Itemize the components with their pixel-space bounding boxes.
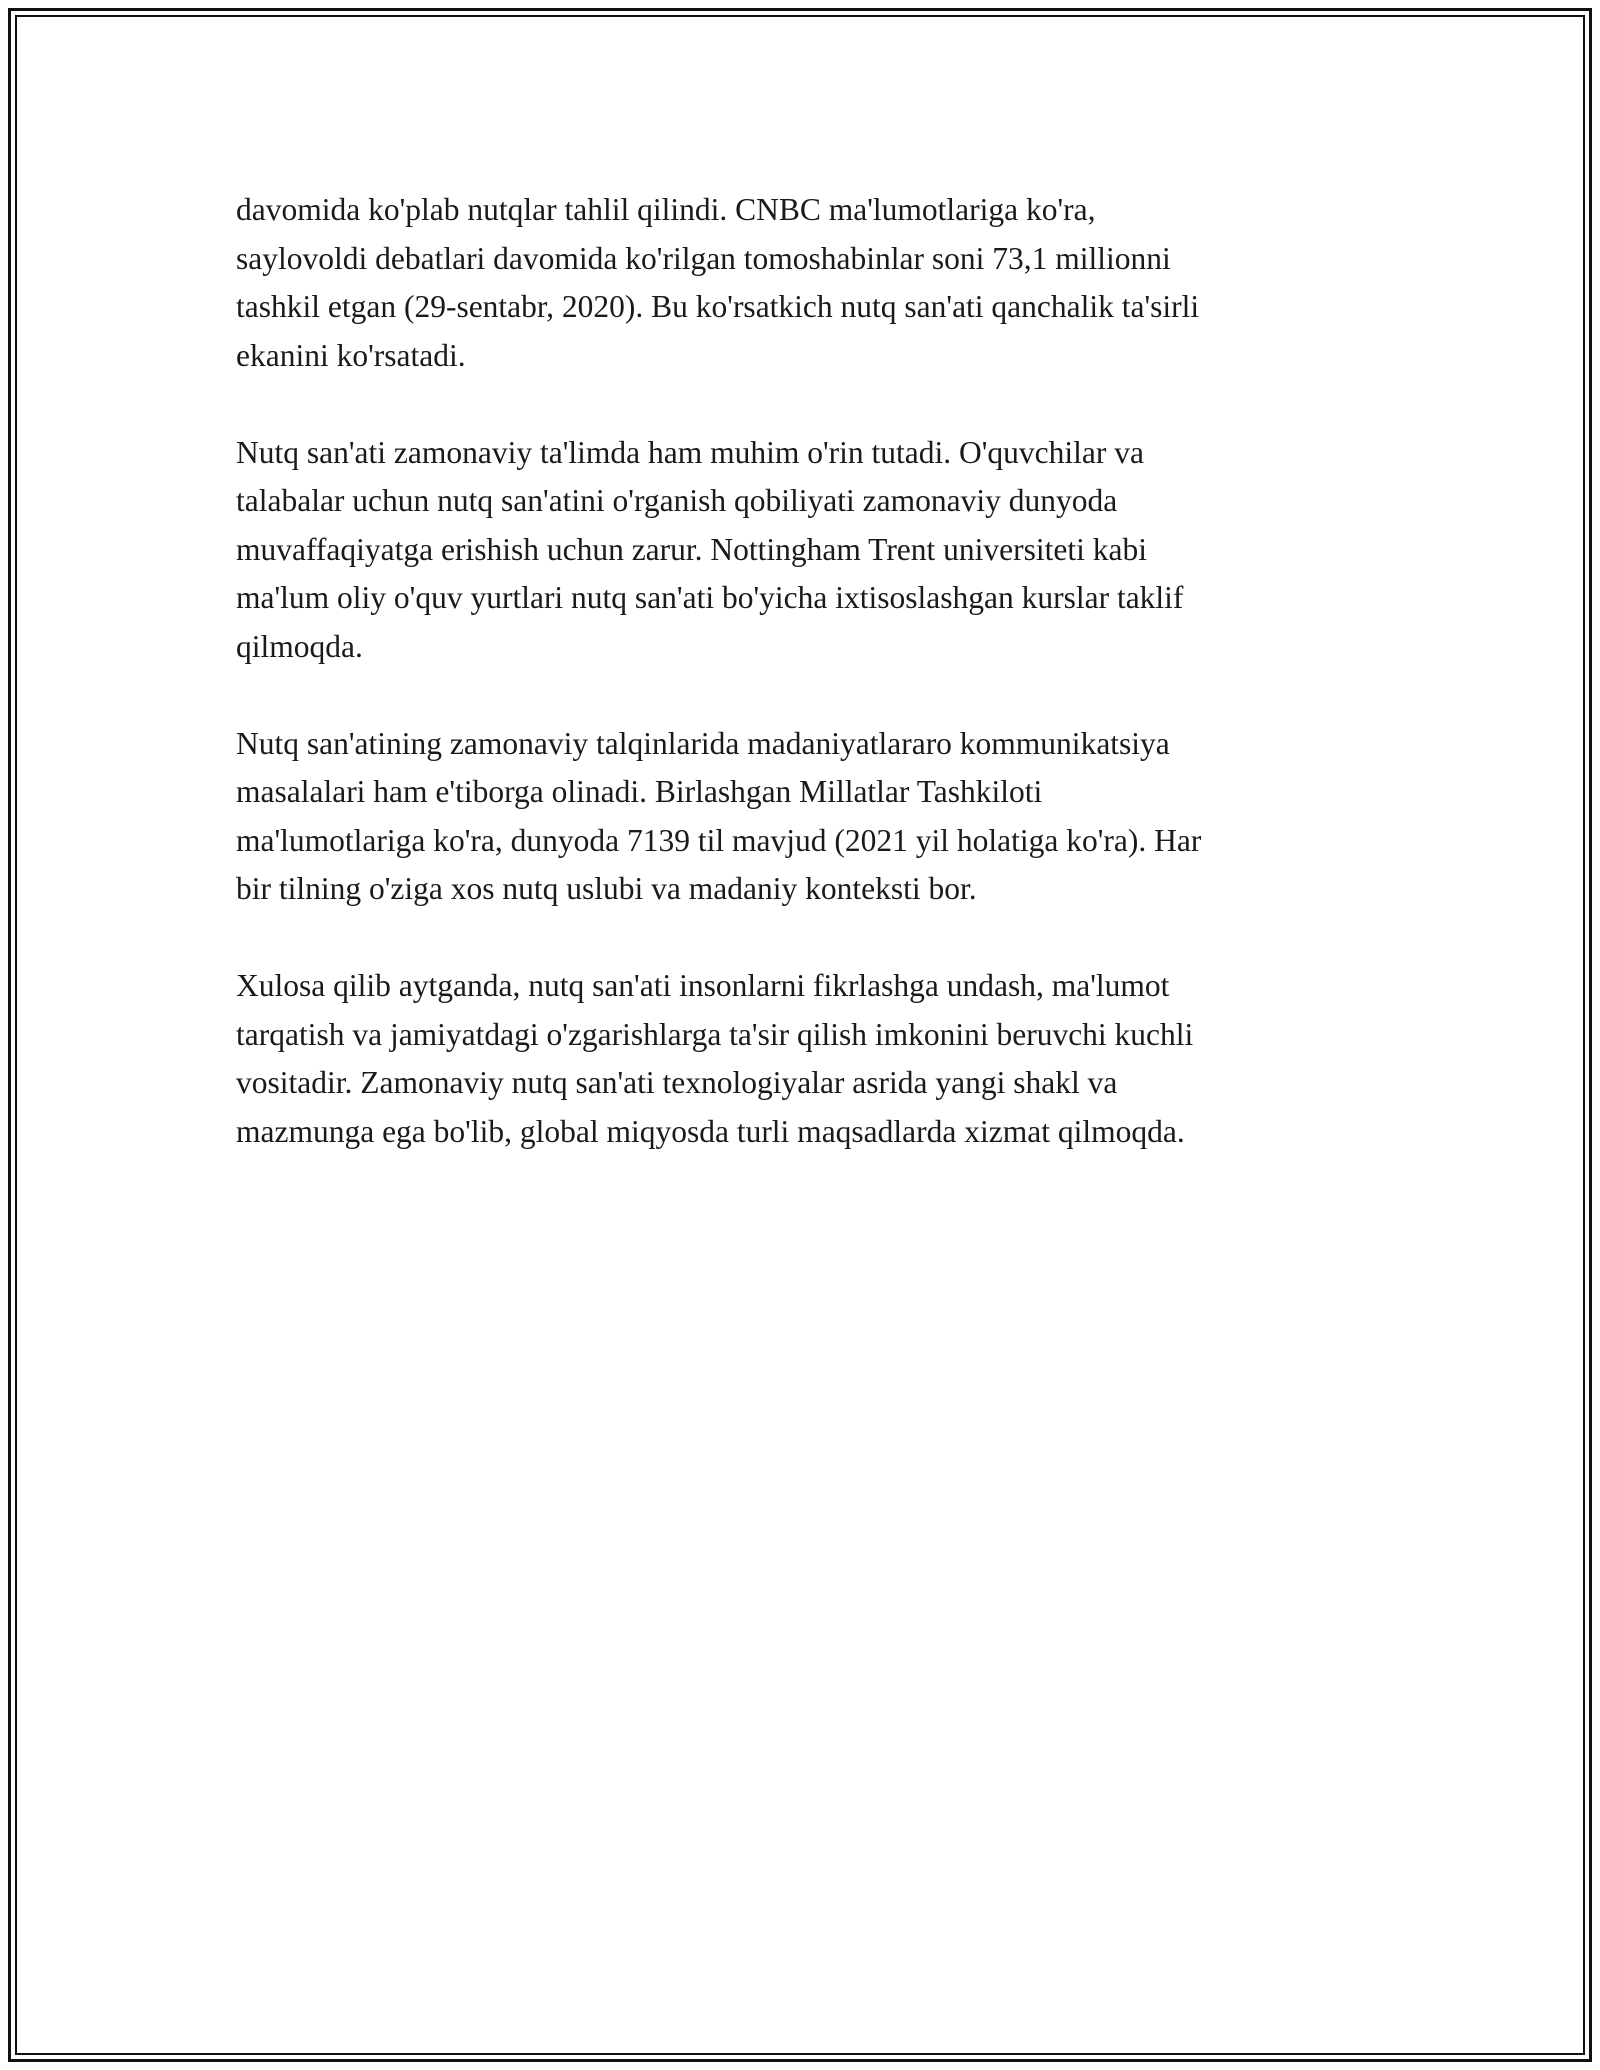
text-line: qilmoqda. [236, 628, 363, 664]
text-line: davomida ko'plab nutqlar tahlil qilindi. CNBC ma'lumotlariga ko'ra, [236, 192, 1096, 227]
text-line: vositadir. Zamonaviy nutq san'ati texnologiyalar asrida yangi shakl va [236, 1065, 1118, 1100]
text-line: Nutq san'ati zamonaviy ta'limda ham muhim o'rin tutadi. O'quvchilar va [236, 434, 1144, 470]
text-line: ma'lumotlariga ko'ra, dunyoda 7139 til mavjud (2021 yil holatiga ko'ra). Har [236, 822, 1202, 858]
text-line: muvaffaqiyatga erishish uchun zarur. Nottingham Trent universiteti kabi [236, 531, 1147, 567]
text-line: masalalari ham e'tiborga olinadi. Birlashgan Millatlar Tashkiloti [236, 774, 1043, 809]
paragraph-4 [236, 962, 1376, 1156]
text-line: mazmunga ega bo'lib, global miqyosda turli maqsadlarda xizmat qilmoqda. [236, 1113, 1185, 1149]
text-line: saylovoldi debatlari davomida ko'rilgan tomoshabinlar soni 73,1 millionni [236, 240, 1171, 276]
text-line: bir tilning o'ziga xos nutq uslubi va madaniy konteksti bor. [236, 871, 977, 906]
document-body [236, 186, 1376, 1156]
text-line: tashkil etgan (29-sentabr, 2020). Bu ko'rsatkich nutq san'ati qanchalik ta'sirli [236, 289, 1200, 324]
paragraph-1 [236, 186, 1376, 380]
text-line: Xulosa qilib aytganda, nutq san'ati insonlarni fikrlashga undash, ma'lumot [236, 968, 1170, 1003]
text-line: ekanini ko'rsatadi. [236, 337, 466, 373]
text-line: ma'lum oliy o'quv yurtlari nutq san'ati bo'yicha ixtisoslashgan kurslar taklif [236, 580, 1184, 615]
text-line: talabalar uchun nutq san'atini o'rganish qobiliyati zamonaviy dunyoda [236, 483, 1118, 518]
text-line: Nutq san'atining zamonaviy talqinlarida madaniyatlararo kommunikatsiya [236, 725, 1170, 761]
paragraph-2 [236, 429, 1376, 672]
text-line: tarqatish va jamiyatdagi o'zgarishlarga ta'sir qilish imkonini beruvchi kuchli [236, 1016, 1194, 1052]
paragraph-3 [236, 720, 1376, 914]
